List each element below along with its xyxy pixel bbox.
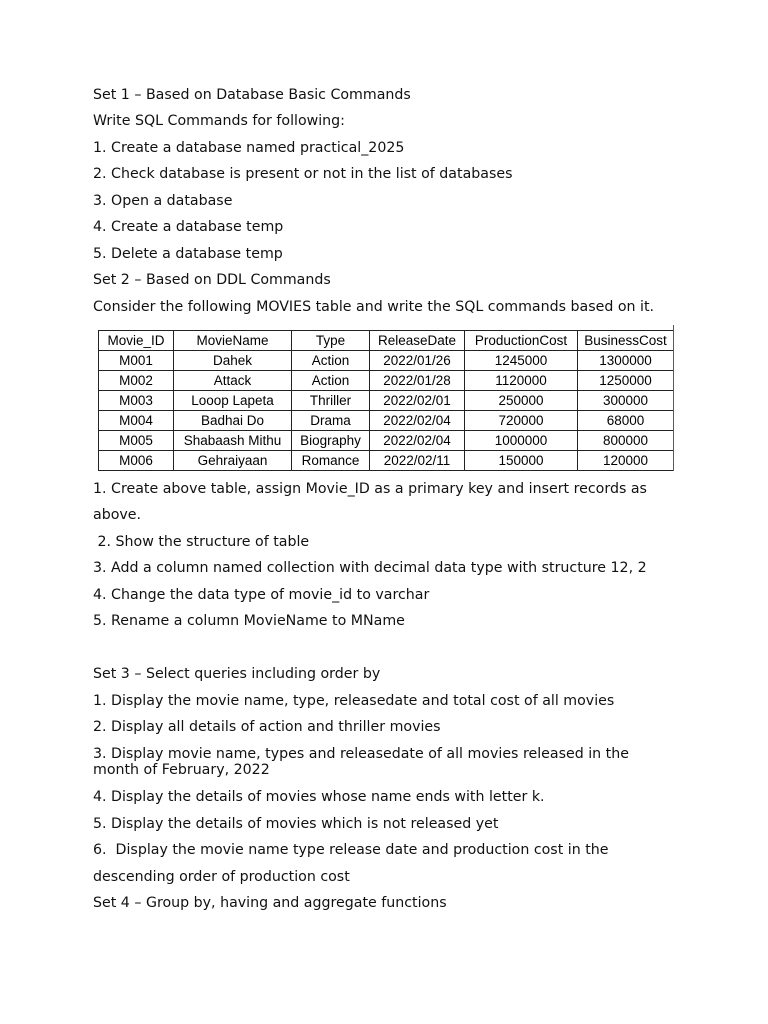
column-header: ProductionCost bbox=[465, 331, 578, 351]
set2-item: above. bbox=[93, 507, 142, 523]
movies-table bbox=[98, 330, 674, 471]
set1-item: 2. Check database is present or not in the list of databases bbox=[93, 166, 513, 182]
table-cell: Badhai Do bbox=[174, 411, 292, 431]
table-cell: M002 bbox=[99, 371, 174, 391]
table-row bbox=[99, 351, 674, 371]
column-header: ReleaseDate bbox=[370, 331, 465, 351]
table-cell: M001 bbox=[99, 351, 174, 371]
set3-item: 4. Display the details of movies whose name ends with letter k. bbox=[93, 789, 545, 805]
set2-item: 2. Show the structure of table bbox=[93, 534, 310, 550]
table-cell: M005 bbox=[99, 431, 174, 451]
table-cell: Drama bbox=[292, 411, 370, 431]
set1-instruction: Write SQL Commands for following: bbox=[93, 113, 345, 129]
table-red-edge-divider bbox=[673, 325, 674, 471]
table-cell: 2022/02/04 bbox=[370, 431, 465, 451]
table-cell: 2022/01/28 bbox=[370, 371, 465, 391]
table-cell: Attack bbox=[174, 371, 292, 391]
set2-item: 4. Change the data type of movie_id to varchar bbox=[93, 587, 430, 603]
table-cell: M003 bbox=[99, 391, 174, 411]
table-cell: 2022/02/11 bbox=[370, 451, 465, 471]
table-cell: Biography bbox=[292, 431, 370, 451]
table-cell: Thriller bbox=[292, 391, 370, 411]
column-header: Type bbox=[292, 331, 370, 351]
set1-item: 5. Delete a database temp bbox=[93, 246, 283, 262]
table-cell: 150000 bbox=[465, 451, 578, 471]
table-row bbox=[99, 371, 674, 391]
set4-heading: Set 4 – Group by, having and aggregate functions bbox=[93, 895, 447, 911]
table-cell: 300000 bbox=[578, 391, 674, 411]
table-cell: Action bbox=[292, 351, 370, 371]
table-header-row bbox=[99, 331, 674, 351]
table-row bbox=[99, 411, 674, 431]
set1-item: 1. Create a database named practical_2025 bbox=[93, 140, 405, 156]
table-cell: M006 bbox=[99, 451, 174, 471]
set3-item: 1. Display the movie name, type, releasedate and total cost of all movies bbox=[93, 693, 615, 709]
set2-heading: Set 2 – Based on DDL Commands bbox=[93, 272, 331, 288]
table-cell: 2022/02/04 bbox=[370, 411, 465, 431]
table-cell: 2022/01/26 bbox=[370, 351, 465, 371]
table-row bbox=[99, 431, 674, 451]
set3-item: 6. Display the movie name type release date and production cost in the bbox=[93, 842, 609, 858]
table-cell: Looop Lapeta bbox=[174, 391, 292, 411]
table-cell: Action bbox=[292, 371, 370, 391]
table-cell: Romance bbox=[292, 451, 370, 471]
set2-item: 1. Create above table, assign Movie_ID as a primary key and insert records as bbox=[93, 481, 647, 497]
table-row bbox=[99, 451, 674, 471]
set2-instruction: Consider the following MOVIES table and write the SQL commands based on it. bbox=[93, 299, 655, 315]
set3-item: 3. Display movie name, types and releasedate of all movies released in the month of February, 2022 bbox=[93, 746, 629, 778]
set3-item: descending order of production cost bbox=[93, 869, 350, 885]
table-cell: 1300000 bbox=[578, 351, 674, 371]
set3-item: 2. Display all details of action and thriller movies bbox=[93, 719, 441, 735]
set3-heading: Set 3 – Select queries including order by bbox=[93, 666, 381, 682]
table-cell: 250000 bbox=[465, 391, 578, 411]
table-cell: 2022/02/01 bbox=[370, 391, 465, 411]
table-cell: 68000 bbox=[578, 411, 674, 431]
table-cell: 1000000 bbox=[465, 431, 578, 451]
table-cell: 1120000 bbox=[465, 371, 578, 391]
table-cell: M004 bbox=[99, 411, 174, 431]
table-cell: 1245000 bbox=[465, 351, 578, 371]
column-header: BusinessCost bbox=[578, 331, 674, 351]
table-row bbox=[99, 391, 674, 411]
table-cell: Dahek bbox=[174, 351, 292, 371]
set1-item: 3. Open a database bbox=[93, 193, 233, 209]
table-cell: Gehraiyaan bbox=[174, 451, 292, 471]
table-cell: 800000 bbox=[578, 431, 674, 451]
table-cell: 1250000 bbox=[578, 371, 674, 391]
set2-item: 5. Rename a column MovieName to MName bbox=[93, 613, 405, 629]
table-cell: 120000 bbox=[578, 451, 674, 471]
set3-item: 5. Display the details of movies which is not released yet bbox=[93, 816, 499, 832]
table-cell: Shabaash Mithu bbox=[174, 431, 292, 451]
set1-item: 4. Create a database temp bbox=[93, 219, 284, 235]
column-header: Movie_ID bbox=[99, 331, 174, 351]
column-header: MovieName bbox=[174, 331, 292, 351]
set1-heading: Set 1 – Based on Database Basic Commands bbox=[93, 87, 411, 103]
set2-item: 3. Add a column named collection with decimal data type with structure 12, 2 bbox=[93, 560, 647, 576]
table-cell: 720000 bbox=[465, 411, 578, 431]
